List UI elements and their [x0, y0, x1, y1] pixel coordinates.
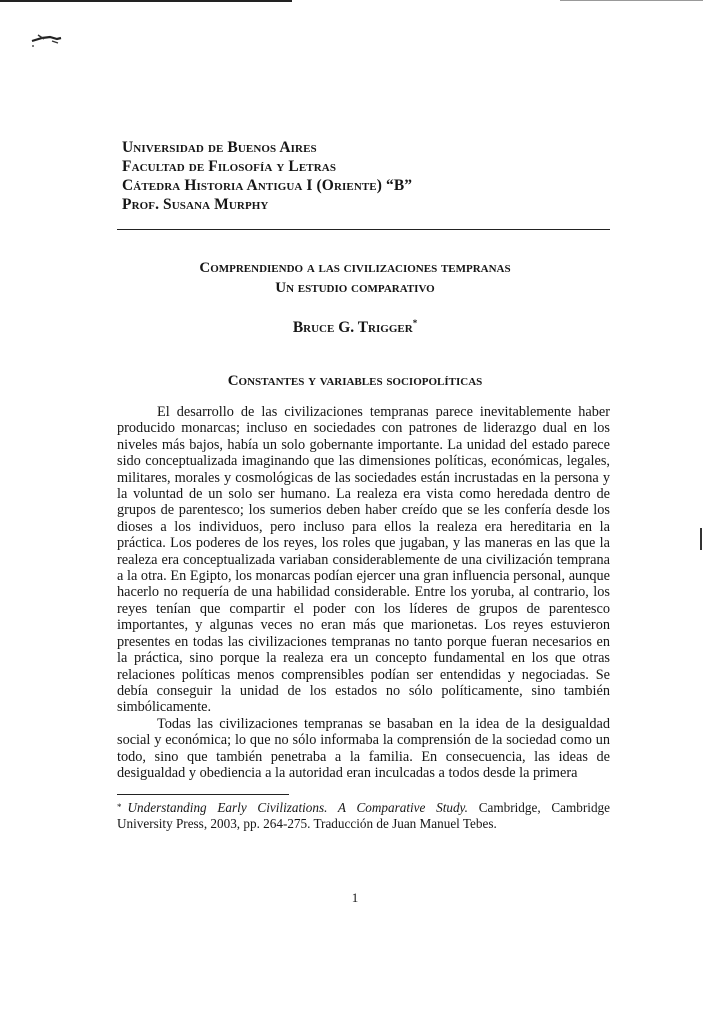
footnote-work-title: Understanding Early Civilizations. A Comparative Study.: [127, 800, 468, 815]
paragraph-line: grupos de parentesco; los sumerios deben haber creído que se les confería desde los: [117, 502, 610, 519]
paragraph-line: a la otra. En Egipto, los monarcas podían ejercer una gran influencia personal, aunque: [117, 568, 610, 585]
professor-name: Prof. Susana Murphy: [122, 196, 269, 213]
university-name: Universidad de Buenos Aires: [122, 139, 317, 156]
paragraph-line: producido monarcas; incluso en sociedades con patrones de liderazgo dual en los: [117, 420, 610, 437]
body-text: [117, 404, 610, 781]
paragraph-line: sido conceptualizada imaginando que las dimensiones políticas, económicas, legales,: [117, 453, 610, 470]
document-header: [122, 138, 622, 214]
paragraph-line: social y económica; lo que no sólo informaba la comprensión de la sociedad como un: [117, 732, 610, 749]
paragraph-line: simbólicamente.: [117, 699, 212, 716]
paragraph-line: dioses a los individuos, pero incluso para ellos la realeza era hereditaria en la: [117, 518, 610, 535]
footnote-line: University Press, 2003, pp. 264-275. Traducción de Juan Manuel Tebes.: [117, 815, 497, 831]
author-line: [120, 318, 590, 337]
paragraph-line: niveles más bajos, había un solo gobernante importante. La unidad del estado parece: [117, 436, 610, 453]
footnote: [117, 800, 610, 831]
paragraph-line: El desarrollo de las civilizaciones tempranas parece inevitablemente haber: [157, 404, 610, 420]
footnote-line: [117, 800, 610, 816]
paragraph-line: hacerlo no requería de una habilidad considerable. Entre los yoruba, al contrario, los: [117, 584, 610, 601]
header-divider: [117, 229, 610, 230]
paragraph-line: todo, sino que también penetraba a la familia. En consecuencia, las ideas de: [117, 748, 610, 765]
document-title: Comprendiendo a las civilizaciones tempranas: [199, 260, 511, 276]
paragraph-line: debía conseguir la unidad de los estados no sólo políticamente, sino también: [117, 682, 610, 699]
paragraph-line: la práctica, sino porque la realeza era un concepto fundamental en los que otras: [117, 650, 610, 667]
scan-mark-icon: [30, 32, 64, 48]
paragraph-line: presentes en todas las civilizaciones tempranas no tanto porque fueran necesarios en: [117, 633, 610, 650]
page-number: 1: [351, 890, 359, 905]
paragraph-line: la voluntad de un solo ser humano. La realeza era vista como heredada dentro de: [117, 486, 610, 503]
author-footnote-mark: *: [412, 318, 418, 328]
paragraph-line: importantes, y algunas veces no eran más que marionetas. Los reyes estuvieron: [117, 617, 610, 634]
footnote-divider: [117, 794, 289, 795]
footnote-publisher: Cambridge, Cambridge: [467, 800, 610, 815]
scan-top-border: [0, 0, 292, 2]
footnote-mark: *: [117, 802, 122, 812]
chair-name: Cátedra Historia Antigua I (Oriente) “B”: [122, 177, 413, 194]
scan-top-border-right: [560, 0, 703, 1]
document-subtitle: Un estudio comparativo: [275, 280, 435, 296]
paragraph-line: Todas las civilizaciones tempranas se basaban en la idea de la desigualdad: [157, 715, 610, 732]
paragraph-line: realeza era conceptualizada variaban considerablemente de una civilización temprana: [117, 551, 610, 568]
scan-edge-mark: [700, 528, 702, 550]
paragraph-line: relaciones políticas menos comprensibles podían ser entendidas y negociadas. Se: [117, 666, 610, 683]
paragraph-line: reyes tenían que compartir el poder con los líderes de grupos de parentesco: [117, 600, 610, 617]
paragraph-line: militares, morales y cosmológicas de las sociedades están incrustadas en la persona y: [117, 469, 610, 486]
section-title: Constantes y variables sociopolíticas: [227, 373, 483, 389]
author-name: Bruce G. Trigger: [292, 319, 413, 337]
faculty-name: Facultad de Filosofía y Letras: [122, 158, 337, 175]
paragraph-line: práctica. Los poderes de los reyes, los roles que jugaban, y las maneras en las que la: [117, 535, 610, 552]
paragraph-line: desigualdad y obediencia a la autoridad eran inculcadas a todos desde la primera: [117, 764, 578, 781]
